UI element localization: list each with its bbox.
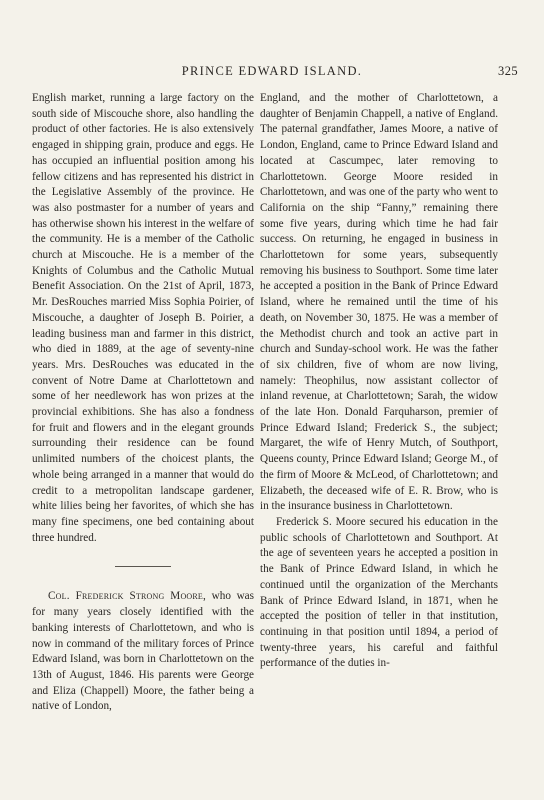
running-title: PRINCE EDWARD ISLAND. <box>181 64 363 78</box>
paragraph-moore-intro-text: who was for many years closely identified with the banking interests of Charlottetown, and who is now in command of the military forces of Prince Edward Island, was born in Charlottetown on the 13th of August, 1846. His parents were George and Eliza (Chappell) Moore, the father being a native of London, <box>32 590 254 713</box>
subject-name: Col. Frederick Strong Moore, <box>48 590 207 603</box>
paragraph-moore-intro <box>32 589 254 715</box>
right-column <box>260 91 498 672</box>
paragraph-moore-education: Frederick S. Moore secured his education in the public schools of Charlottetown and Southport. At the age of seventeen years he accepted a position in the Bank of Prince Edward Island, in which he continued until the organization of the Merchants Bank of Prince Edward Island, in 1871, when he accepted the position of teller in that institution, continuing in that position until 1894, a period of twenty-three years, his careful and faithful performance of the duties in- <box>260 515 498 670</box>
section-divider <box>115 566 171 567</box>
page-number: 325 <box>498 64 518 78</box>
paragraph-desrouches-continued: English market, running a large factory on the south side of Miscouche shore, also handling the product of other factories. He is also extensively engaged in shipping grain, produce and eggs. He has occupied an influential position among his fellow citizens and has represented his district in the Legislative Assembly of the province. He was also postmaster for a number of years and has otherwise shown his interest in the welfare of the community. He is a member of the Catholic church at Miscouche. He is a member of the Knights of Columbus and the Catholic Mutual Benefit Association. On the 21st of April, 1873, Mr. DesRouches married Miss Sophia Poirier, of Miscouche, a daughter of Joseph B. Poirier, a leading business man and farmer in this district, who died in 1889, at the age of seventy-nine years. Mrs. DesRouches was educated in the convent of Notre Dame at Charlottetown and some of her needlework has won prizes at the provincial exhibitions. She has also a fondness for fruit and flowers and in the elegant grounds surrounding their residence can be found unlimited numbers of the choicest plants, the whole being arranged in a manner that would do credit to a metropolitan landscape gardener, white lilies being her favorites, of which she has many fine specimens, one bed containing about three hundred. <box>32 92 254 544</box>
left-column <box>32 91 254 715</box>
paragraph-moore-family: England, and the mother of Charlottetown, a daughter of Benjamin Chappell, a native of England. The paternal grandfather, James Moore, a native of London, England, came to Prince Edward Island and located at Cascumpec, later removing to Charlottetown. George Moore resided in Charlottetown, and was one of the party who went to California on the ship “Fanny,” remaining there some five years, during which time he had fair success. On returning, he engaged in business in Charlottetown for some years, subsequently removing his business to Southport. Some time later he accepted a position in the Bank of Prince Edward Island, where he remained until the time of his death, on November 30, 1875. He was a member of the Methodist church and took an active part in church and Sunday-school work. He was the father of six children, five of whom are now living, namely: Theophilus, now assistant collector of inland revenue, at Charlottetown; Sarah, the widow of the late Hon. Donald Farquharson, premier of Prince Edward Island; Frederick S., the subject; Margaret, the wife of Henry Mutch, of Southport, Queens county, Prince Edward Island; George M., of the firm of Moore & McLeod, of Charlottetown; and Elizabeth, the deceased wife of E. R. Brow, who is in the insurance business in Charlottetown. <box>260 92 498 513</box>
